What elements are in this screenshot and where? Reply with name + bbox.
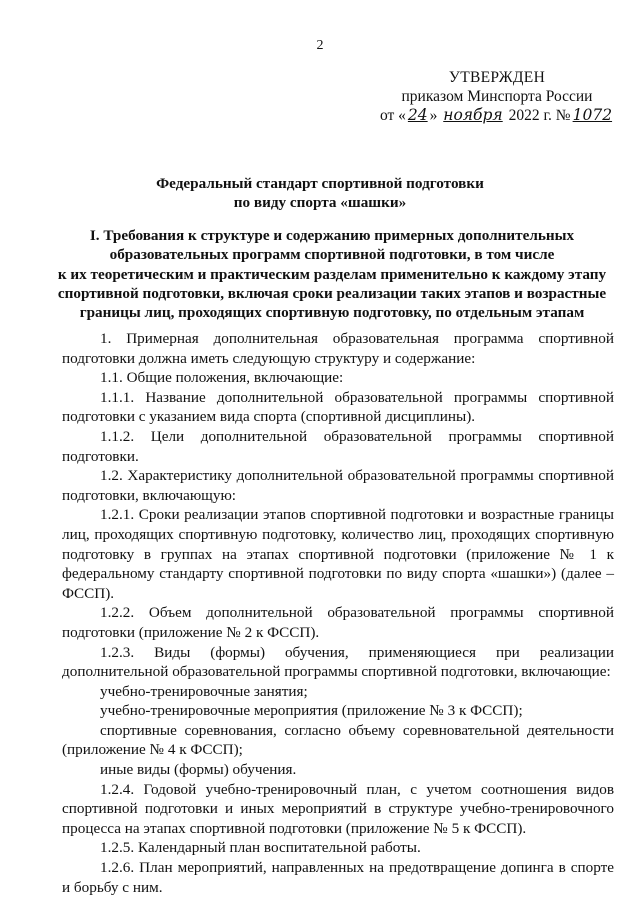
section-line: границы лиц, проходящих спортивную подготовку, по отдельным этапам (79, 304, 585, 322)
paragraph: спортивные соревнования, согласно объему соревновательной деятельности (приложение № 4 к ФССП); (62, 721, 614, 759)
paragraph: 1.2.2. Объем дополнительной образовательной программы спортивной подготовки (приложение № 2 к ФССП). (62, 604, 614, 641)
page-number: 2 (316, 38, 324, 53)
document-body (62, 329, 614, 897)
document-title (40, 174, 600, 212)
section-line: образовательных программ спортивной подготовки, в том числе (109, 246, 555, 264)
paragraph: 1.2.5. Календарный план воспитательной работы. (100, 839, 421, 857)
section-line: к их теоретическим и практическим разделам применительно к каждому этапу (57, 265, 607, 283)
section-line: спортивной подготовки, включая сроки реализации таких этапов и возрастные (57, 284, 607, 302)
paragraph: 1.2.1. Сроки реализации этапов спортивной подготовки и возрастные границы лиц, проходящих спортивную подготовку, количество лиц, проходящих спортивную подготовку в группах на этапах спортивной подготовки (приложение № 1 к федеральному стандарту спортивной подготовки по виду спорта «шашки») (далее – ФССП). (62, 506, 614, 602)
paragraph: учебно-тренировочные занятия; (100, 682, 308, 700)
paragraph: 1.2.6. План мероприятий, направленных на предотвращение допинга в спорте и борьбу с ним. (62, 859, 614, 896)
title-line: по виду спорта «шашки» (233, 194, 407, 211)
section-heading (50, 226, 614, 322)
approval-date-line (372, 106, 622, 125)
handwritten-month: ноября (443, 106, 503, 124)
date-year: 2022 г. № (508, 107, 571, 124)
title-line: Федеральный стандарт спортивной подготовки (156, 175, 484, 192)
paragraph: 1.1.2. Цели дополнительной образовательной программы спортивной подготовки. (62, 427, 614, 465)
approval-order-line: приказом Минспорта России (401, 88, 593, 105)
handwritten-order-number: 1072 (572, 106, 613, 124)
paragraph: иные виды (формы) обучения. (100, 761, 297, 779)
handwritten-day: 24 (407, 106, 428, 124)
paragraph: 1.2.4. Годовой учебно-тренировочный план, с учетом соотношения видов спортивной подготовки и иных мероприятий в структуре учебно-тренировочного процесса на этапах спортивной подготовки (приложение № 5 к ФССП). (62, 780, 614, 837)
paragraph: 1.2. Характеристику дополнительной образовательной программы спортивной подготовки, включающую: (62, 467, 614, 504)
paragraph: учебно-тренировочные мероприятия (приложение № 3 к ФССП); (100, 702, 523, 720)
date-mid: » (429, 107, 438, 124)
paragraph: 1.1. Общие положения, включающие: (100, 369, 344, 387)
date-prefix: от « (379, 107, 406, 124)
paragraph: 1.2.3. Виды (формы) обучения, применяющиеся при реализации дополнительной образовательной программы спортивной подготовки, включающие: (62, 643, 614, 681)
approval-block (372, 68, 622, 125)
paragraph: 1. Примерная дополнительная образовательная программа спортивной подготовки должна иметь следующую структуру и содержание: (62, 330, 614, 367)
section-line: I. Требования к структуре и содержанию примерных дополнительных (89, 227, 575, 244)
paragraph: 1.1.1. Название дополнительной образовательной программы спортивной подготовки с указанием вида спорта (спортивной дисциплины). (62, 388, 614, 426)
approval-title: УТВЕРЖДЕН (448, 69, 546, 86)
